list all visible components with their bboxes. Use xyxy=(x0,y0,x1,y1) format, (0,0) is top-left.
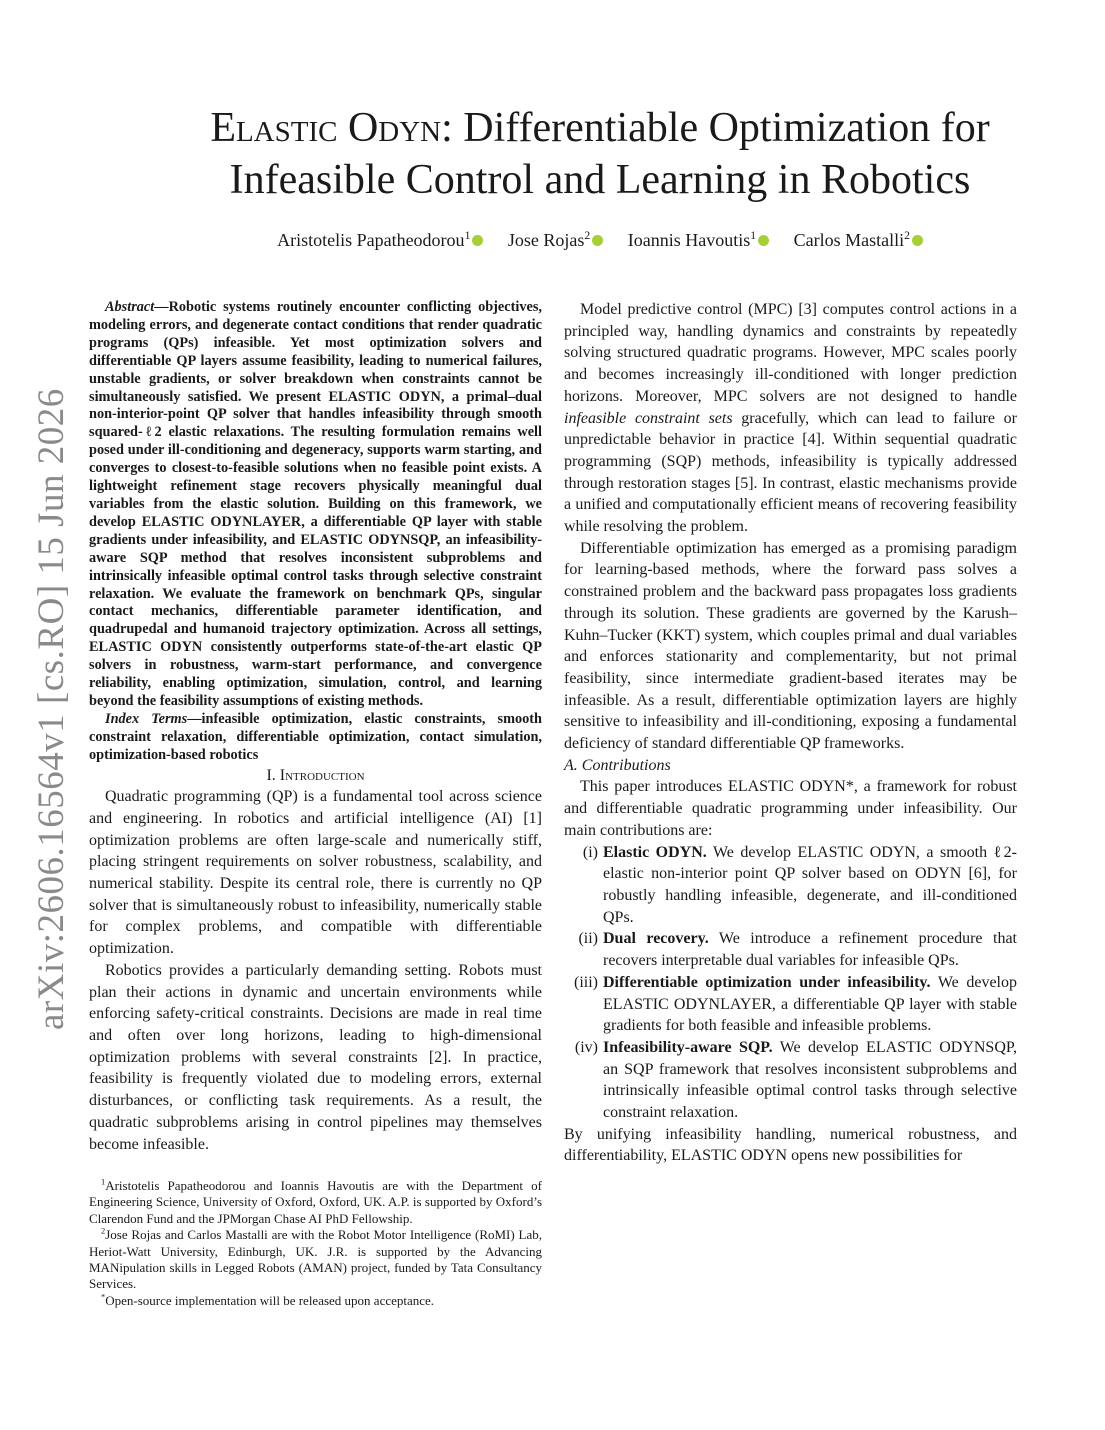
title-system-name: Elastic Odyn xyxy=(210,105,442,151)
orcid-icon[interactable] xyxy=(592,235,603,246)
list-item-text: We develop ELASTIC ODYNSQP, an SQP framework that resolves inconsistent subproblems and intrinsically infeasible optimal control tasks through selective constraint relaxation. xyxy=(603,1038,1018,1122)
author-name: Jose Rojas xyxy=(507,230,585,250)
subsection-heading-contributions: A. Contributions xyxy=(564,756,671,774)
list-item xyxy=(564,972,1017,1037)
list-number: (iv) xyxy=(574,1038,598,1056)
author-affiliation-mark: 2 xyxy=(584,229,591,242)
author-affiliation-mark: 2 xyxy=(904,229,910,242)
footnote-1 xyxy=(89,1178,542,1227)
title-line1-rest: : Differentiable Optimization for xyxy=(441,105,990,151)
footnote-mark: * xyxy=(101,1291,106,1302)
left-column xyxy=(89,299,542,1155)
author-affiliation-mark: 1 xyxy=(464,229,471,242)
index-terms-dash: — xyxy=(187,710,202,727)
orcid-icon[interactable] xyxy=(472,235,483,246)
emphasis-text: infeasible constraint sets xyxy=(564,409,733,427)
list-item-text: We introduce a refinement procedure that recovers interpretable dual variables for infeasible QPs. xyxy=(603,930,1018,970)
list-number: (iii) xyxy=(574,973,598,991)
contributions-intro: This paper introduces ELASTIC ODYN*, a framework for robust and differentiable quadratic programming under infeasibility. Our main contributions are: xyxy=(564,778,1017,839)
index-terms-label: Index Terms xyxy=(105,710,188,727)
author xyxy=(277,230,483,251)
author xyxy=(508,230,603,251)
title-line2: Infeasible Control and Learning in Robotics xyxy=(229,157,971,203)
author xyxy=(794,230,923,251)
author-name: Aristotelis Papatheodorou xyxy=(277,230,465,250)
list-item-title: Differentiable optimization under infeasibility. xyxy=(603,973,931,991)
list-item xyxy=(564,1037,1017,1124)
footnote-2 xyxy=(89,1227,542,1293)
abstract-label: Abstract xyxy=(105,299,155,315)
footnote-text: Open-source implementation will be released upon acceptance. xyxy=(105,1292,435,1308)
contributions-list xyxy=(564,842,1017,1124)
abstract-text: Robotic systems routinely encounter conflicting objectives, modeling errors, and degenerate contact conditions that render quadratic programs (QPs) infeasible. Yet most optimization solvers and differentiable QP layers assume feasibility, leading to numerical failures, unstable gradients, or solver breakdown when constraints cannot be simultaneously satisfied. We present ELASTIC ODYN, a primal–dual non-interior-point QP solver that handles infeasibility through smooth squared-ℓ2 elastic relaxations. The resulting formulation remains well posed under ill-conditioning and degeneracy, supports warm starting, and converges to closest-to-feasible solutions when no feasible point exists. A lightweight refinement stage recovers physically meaningful dual variables from the elastic solution. Building on this framework, we develop ELASTIC ODYNLAYER, a differentiable QP layer with stable gradients under infeasibility, and ELASTIC ODYNSQP, an infeasibility-aware SQP method that resolves inconsistent subproblems and intrinsically infeasible optimal control tasks through selective constraint relaxation. We evaluate the framework on benchmark QPs, singular contact mechanics, differentiable parameter identification, and quadrupedal and humanoid trajectory optimization. Across all settings, ELASTIC ODYN consistently outperforms state-of-the-art elastic QP solvers in robustness, warm-start performance, and convergence reliability, enabling optimization, simulation, control, and learning beyond the feasibility assumptions of existing methods. xyxy=(89,299,542,709)
paragraph-text: gracefully, which can lead to failure or unpredictable behavior in practice [4]. Within sequential quadratic programming (SQP) methods, infeasibility is typically addressed through restoration stages [5]. In contrast, elastic mechanisms provide a unified and computationally efficient means of recovering feasibility while resolving the problem. xyxy=(564,409,1017,536)
intro-paragraph-1: Quadratic programming (QP) is a fundamental tool across science and engineering. In robotics and artificial intelligence (AI) [1] optimization problems are often large-scale and numerically stiff, placing stringent requirements on solver robustness, scalability, and numerical stability. Despite its central role, there is currently no QP solver that is simultaneously robust to infeasibility, numerically stable for complex problems, and compatible with differentiable optimization. xyxy=(89,788,542,958)
footnotes xyxy=(89,1178,542,1309)
footnote-text: Jose Rojas and Carlos Mastalli are with the Robot Motor Intelligence (RoMI) Lab, Heriot-Watt University, Edinburgh, UK. J.R. is supported by the Advancing MANipulation skills in Legged Robots (AMAN) project, funded by Tata Consultancy Services. xyxy=(89,1227,542,1292)
list-item xyxy=(564,928,1017,971)
intro-paragraph-4: Differentiable optimization has emerged as a promising paradigm for learning-based methods, where the forward pass solves a constrained problem and the backward pass propagates loss gradients through its solution. These gradients are governed by the Karush–Kuhn–Tucker (KKT) system, which couples primal and dual variables and enforces stationarity and complementarity, but not primal feasibility, since intermediate gradient-based iterates may be infeasible. As a result, differentiable optimization layers are highly sensitive to infeasibility and ill-conditioning, exposing a fundamental deficiency of standard differentiable QP frameworks. xyxy=(564,539,1017,753)
paper-title xyxy=(90,102,1105,206)
section-heading-introduction: I. Introduction xyxy=(266,766,365,784)
footnote-3 xyxy=(89,1293,542,1309)
list-item-title: Infeasibility-aware SQP. xyxy=(603,1038,773,1056)
footnote-mark: 1 xyxy=(101,1176,106,1187)
list-item xyxy=(564,842,1017,929)
author xyxy=(628,230,769,251)
list-item-title: Elastic ODYN. xyxy=(603,843,707,861)
right-column xyxy=(564,299,1017,1167)
index-terms xyxy=(89,711,542,765)
abstract xyxy=(89,299,542,711)
author-affiliation-mark: 1 xyxy=(750,229,757,242)
list-item-text: We develop ELASTIC ODYN, a smooth ℓ2-elastic non-interior point QP solver based on ODYN [6], for robustly handling infeasible, degenerate, and ill-conditioned QPs. xyxy=(603,843,1018,926)
list-number: (ii) xyxy=(578,930,598,948)
orcid-icon[interactable] xyxy=(758,235,769,246)
contributions-closing: By unifying infeasibility handling, numerical robustness, and differentiability, ELASTIC ODYN opens new possibilities for xyxy=(564,1125,1017,1165)
author-list xyxy=(90,230,1105,251)
author-name: Ioannis Havoutis xyxy=(627,230,751,250)
orcid-icon[interactable] xyxy=(912,235,923,246)
footnote-mark: 2 xyxy=(101,1225,106,1236)
intro-paragraph-2: Robotics provides a particularly demanding setting. Robots must plan their actions in dynamic and uncertain environments while enforcing safety-critical constraints. Decisions are made in real time and often over long horizons, leading to high-dimensional optimization problems with several constraints [2]. In practice, feasibility is frequently violated due to modeling errors, external disturbances, or conflicting task requirements. As a result, the quadratic subproblems arising in control pipelines may themselves become infeasible. xyxy=(89,961,542,1153)
list-item-text: We develop ELASTIC ODYNLAYER, a differentiable QP layer with stable gradients for both feasible and infeasible problems. xyxy=(603,973,1017,1035)
index-terms-text: infeasible optimization, elastic constraints, smooth constraint relaxation, differentiable optimization, contact simulation, optimization-based robotics xyxy=(89,710,543,763)
list-item-title: Dual recovery. xyxy=(603,930,709,948)
footnote-text: Aristotelis Papatheodorou and Ioannis Havoutis are with the Department of Engineering Science, University of Oxford, Oxford, UK. A.P. is supported by Oxford’s Clarendon Fund and the JPMorgan Chase AI PhD Fellowship. xyxy=(89,1178,542,1226)
list-number: (i) xyxy=(582,843,598,861)
arxiv-identifier: arXiv:2606.16564v1 [cs.RO] 15 Jun 2026 xyxy=(31,388,72,1030)
abstract-dash: — xyxy=(154,299,169,315)
intro-paragraph-3 xyxy=(564,299,1017,538)
paragraph-text: Model predictive control (MPC) [3] computes control actions in a principled way, handling dynamics and constraints by repeatedly solving structured quadratic programs. However, MPC scales poorly and becomes increasingly ill-conditioned with longer prediction horizons. Moreover, MPC solvers are not designed to handle xyxy=(564,301,1017,405)
author-name: Carlos Mastalli xyxy=(793,230,905,250)
